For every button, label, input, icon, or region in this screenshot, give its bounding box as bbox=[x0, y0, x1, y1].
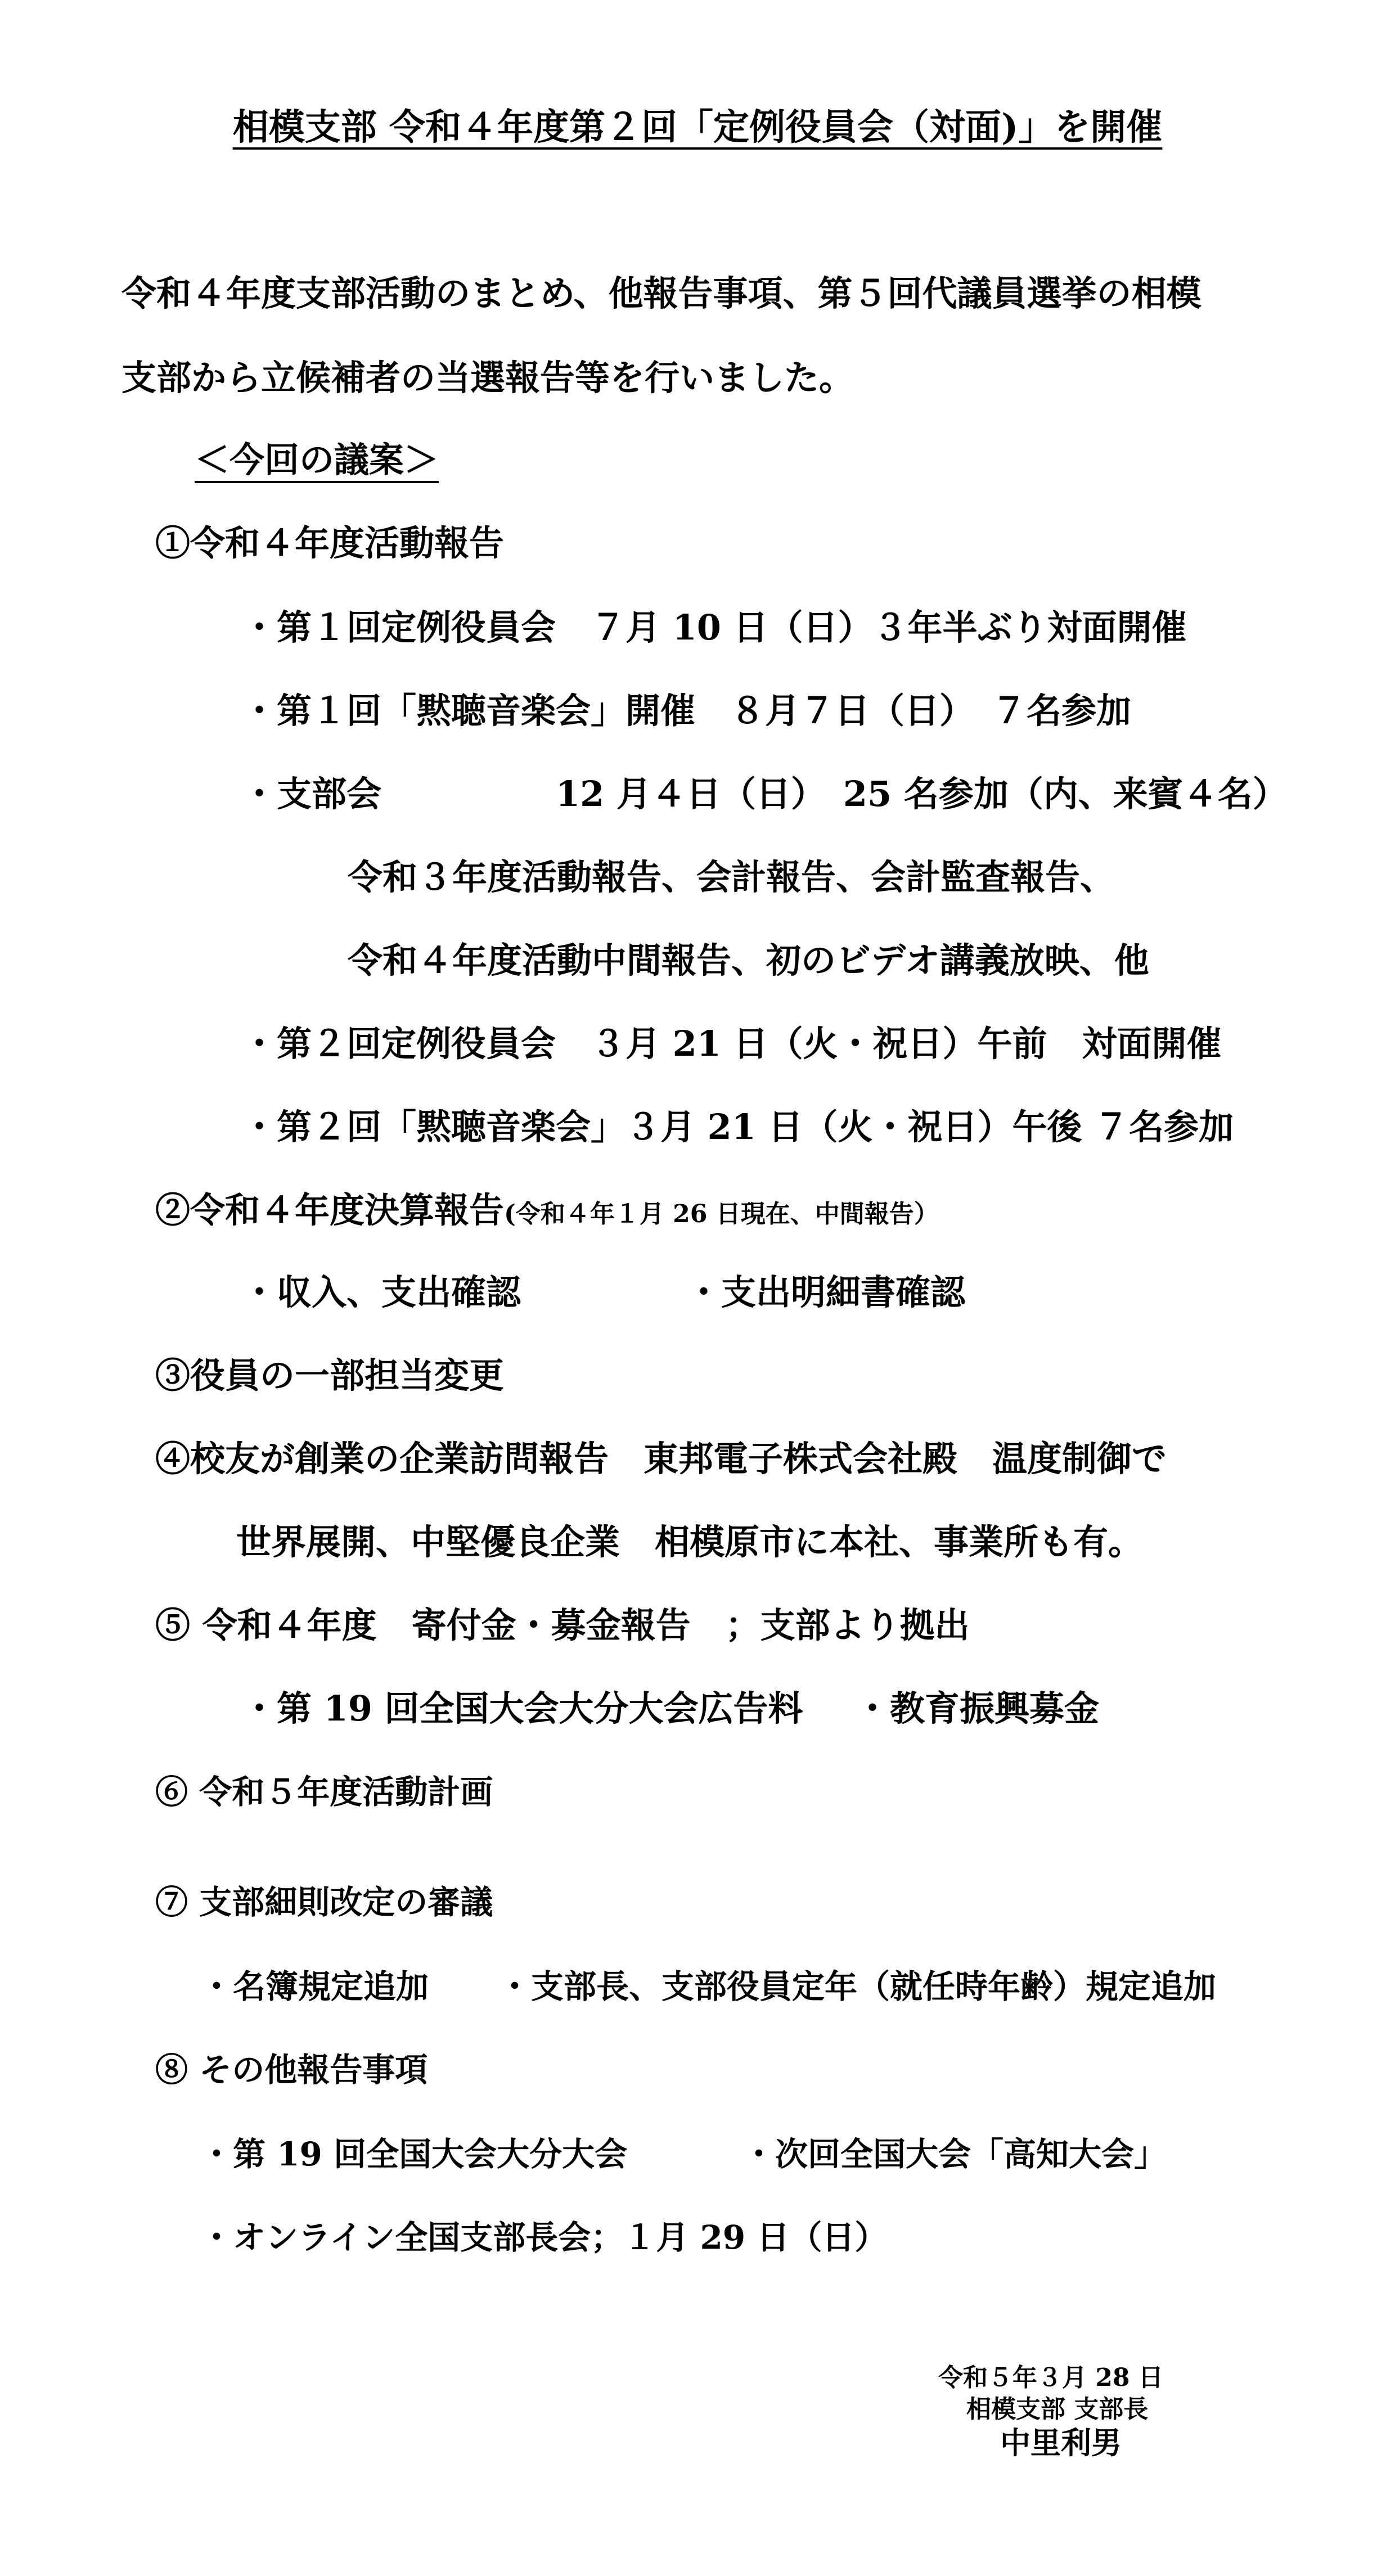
agenda-item-1-line-1: ・第１回定例役員会 ７月 10 日（日）３年半ぶり対面開催 bbox=[242, 607, 1187, 648]
agenda-item-2-heading-row bbox=[155, 1183, 939, 1241]
agenda-item-5-line-b: ・教育振興募金 bbox=[855, 1688, 1100, 1729]
agenda-item-2-note: (令和４年１月 26 日現在、中間報告） bbox=[504, 1200, 939, 1228]
agenda-item-8-heading: ⑧ その他報告事項 bbox=[155, 2051, 428, 2089]
agenda-item-2-line-a: ・収入、支出確認 bbox=[242, 1272, 521, 1313]
agenda-item-1-line-4: 令和３年度活動報告、会計報告、会計監査報告、 bbox=[348, 857, 1115, 898]
agenda-item-1-line-3: ・支部会 12 月４日（日） 25 名参加（内、来賓４名） bbox=[242, 773, 1288, 814]
signature-date: 令和５年３月 28 日 bbox=[938, 2363, 1163, 2392]
agenda-item-1-line-7: ・第２回「黙聴音楽会」３月 21 日（火・祝日）午後 ７名参加 bbox=[242, 1106, 1234, 1147]
agenda-item-1-line-5: 令和４年度活動中間報告、初のビデオ講義放映、他 bbox=[348, 940, 1149, 981]
agenda-item-6-heading: ⑥ 令和５年度活動計画 bbox=[155, 1773, 493, 1811]
agenda-item-1-heading: ①令和４年度活動報告 bbox=[155, 523, 505, 564]
agenda-item-8-line-b: ・次回全国大会「高知大会」 bbox=[742, 2135, 1167, 2173]
agenda-item-3-heading: ③役員の一部担当変更 bbox=[155, 1355, 505, 1396]
agenda-item-2-heading: ②令和４年度決算報告 bbox=[155, 1190, 505, 1231]
agenda-item-7-line-b: ・支部長、支部役員定年（就任時年齢）規定追加 bbox=[498, 1967, 1217, 2006]
agenda-heading: ＜今回の議案＞ bbox=[195, 439, 439, 480]
agenda-item-4-line-2: 世界展開、中堅優良企業 相模原市に本社、事業所も有。 bbox=[236, 1521, 1144, 1562]
agenda-item-1-line-6: ・第２回定例役員会 ３月 21 日（火・祝日）午前 対面開催 bbox=[242, 1023, 1222, 1064]
agenda-item-7-heading: ⑦ 支部細則改定の審議 bbox=[155, 1883, 493, 1921]
intro-line-1: 令和４年度支部活動のまとめ、他報告事項、第５回代議員選挙の相模 bbox=[122, 273, 1202, 314]
agenda-item-2-line-b: ・支出明細書確認 bbox=[686, 1272, 966, 1313]
agenda-item-8-line-c: ・オンライン全国支部長会；１月 29 日（日） bbox=[200, 2218, 888, 2257]
signature-name: 中里利男 bbox=[1000, 2425, 1122, 2461]
agenda-item-1-line-2: ・第１回「黙聴音楽会」開催 ８月７日（日） ７名参加 bbox=[242, 690, 1132, 731]
intro-line-2: 支部から立候補者の当選報告等を行いました。 bbox=[122, 357, 854, 398]
page-title-text: 相模支部 令和４年度第２回「定例役員会（対面)」を開催 bbox=[232, 106, 1163, 148]
agenda-item-4-line-1: ④校友が創業の企業訪問報告 東邦電子株式会社殿 温度制御で bbox=[155, 1438, 1167, 1479]
agenda-item-5-line-a: ・第 19 回全国大会大分大会広告料 bbox=[242, 1688, 803, 1729]
agenda-item-7-line-a: ・名簿規定追加 bbox=[200, 1967, 429, 2006]
signature-position: 相模支部 支部長 bbox=[966, 2395, 1149, 2424]
page-title bbox=[0, 97, 1395, 159]
agenda-item-8-line-a: ・第 19 回全国大会大分大会 bbox=[200, 2135, 628, 2173]
agenda-item-5-heading: ⑤ 令和４年度 寄付金・募金報告 ；支部より拠出 bbox=[155, 1605, 970, 1646]
